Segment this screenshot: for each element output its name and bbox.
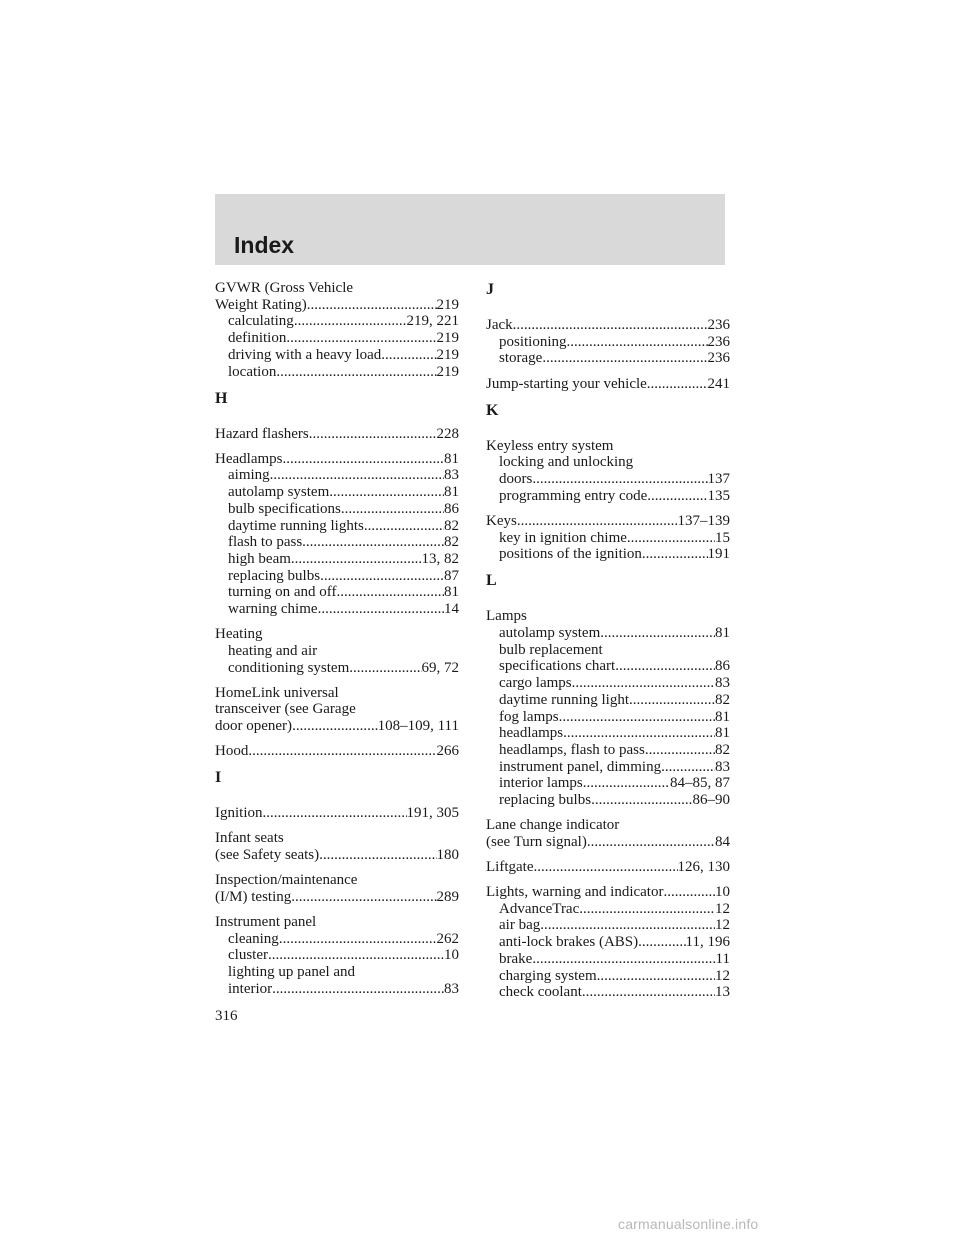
entry-text: bulb replacement: [499, 641, 603, 658]
index-subentry: [486, 625, 730, 642]
index-entry: [486, 438, 730, 505]
entry-text: (I/M) testing: [215, 888, 292, 905]
entry-text: lighting up panel and: [228, 964, 356, 981]
entry-text: Lane change indicator: [486, 817, 620, 834]
page-ref: 137–139: [677, 512, 730, 529]
index-subentry: [486, 658, 730, 675]
index-subentry: [486, 759, 730, 776]
entry-text: autolamp system: [499, 625, 601, 641]
entry-text: Weight Rating): [215, 296, 307, 313]
entry-text: check coolant: [499, 984, 582, 1001]
entry-text: high beam: [228, 550, 291, 567]
index-term: [215, 685, 459, 702]
entry-text: AdvanceTrac: [499, 900, 580, 917]
index-entry: [486, 859, 730, 876]
entry-text: headlamps: [499, 725, 564, 742]
entry-text: definition: [228, 330, 287, 347]
page-ref: 82: [444, 517, 459, 534]
index-subentry: [215, 364, 459, 381]
entry-text: fog lamps: [499, 708, 559, 725]
index-term: [486, 834, 730, 851]
index-term: [215, 451, 459, 468]
section-letter: H: [215, 389, 228, 407]
page-ref: 241: [707, 375, 730, 392]
index-subentry: [486, 692, 730, 709]
index-subentry: [215, 643, 459, 660]
dot-leader: [647, 376, 708, 393]
page-ref: 11, 196: [685, 934, 730, 951]
entry-text: turning on and off: [228, 584, 337, 601]
index-entry: [486, 317, 730, 367]
dot-leader: [532, 471, 707, 488]
dot-leader: [329, 484, 444, 501]
dot-leader: [319, 847, 436, 864]
entry-text: driving with a heavy load: [228, 346, 382, 363]
dot-leader: [642, 546, 708, 563]
page-ref: 83: [715, 675, 730, 692]
entry-text: Instrument panel: [215, 913, 317, 930]
dot-leader: [579, 901, 715, 918]
dot-leader: [629, 692, 715, 709]
page-ref: 81: [444, 484, 459, 501]
dot-leader: [318, 601, 444, 618]
dot-leader: [349, 660, 421, 677]
page-ref: 83: [444, 467, 459, 484]
entry-text: charging system: [499, 967, 597, 984]
entry-text: daytime running lights: [228, 517, 364, 534]
section-letter: K: [486, 401, 499, 419]
entry-text: door opener): [215, 718, 293, 735]
page-ref: 86: [444, 500, 459, 517]
dot-leader: [661, 759, 715, 776]
dot-leader: [663, 884, 715, 901]
index-term: [215, 426, 459, 443]
index-entry: [215, 451, 459, 618]
dot-leader: [583, 775, 670, 792]
entry-text: Ignition: [215, 805, 263, 822]
index-subentry: [215, 484, 459, 501]
page-ref: 191, 305: [406, 805, 459, 822]
page-ref: 87: [444, 567, 459, 584]
dot-leader: [279, 931, 437, 948]
entry-text: positions of the ignition: [499, 546, 642, 563]
index-subentry: [486, 642, 730, 659]
entry-text: Jump-starting your vehicle: [486, 375, 647, 392]
page-ref: 10: [715, 884, 730, 901]
index-term: [215, 280, 459, 297]
index-term: [215, 914, 459, 931]
dot-leader: [268, 947, 444, 964]
entry-text: transceiver (see Garage: [215, 701, 356, 718]
entry-text: warning chime: [228, 601, 318, 618]
entry-text: flash to pass: [228, 534, 303, 551]
page-ref: 228: [436, 425, 459, 442]
entry-text: interior lamps: [499, 775, 583, 792]
dot-leader: [341, 501, 444, 518]
entry-text: heating and air: [228, 642, 318, 659]
entry-text: HomeLink universal: [215, 684, 339, 701]
dot-leader: [294, 313, 407, 330]
index-subentry: [215, 501, 459, 518]
page-ref: 12: [715, 900, 730, 917]
index-entry: [215, 914, 459, 998]
entry-text: storage: [499, 350, 543, 367]
dot-leader: [645, 742, 715, 759]
index-term: [486, 859, 730, 876]
page-ref: 236: [707, 333, 730, 350]
dot-leader: [647, 488, 707, 505]
dot-leader: [336, 584, 444, 601]
dot-leader: [533, 859, 677, 876]
index-subentry: [486, 530, 730, 547]
index-entry: [215, 872, 459, 905]
index-subentry: [215, 330, 459, 347]
index-subentry: [215, 981, 459, 998]
entry-text: doors: [499, 471, 533, 487]
index-entry: [486, 817, 730, 850]
index-subentry: [215, 313, 459, 330]
dot-leader: [276, 364, 436, 381]
page-ref: 83: [444, 980, 459, 997]
dot-leader: [248, 743, 436, 760]
index-entry: [215, 626, 459, 676]
index-subentry: [486, 334, 730, 351]
index-term: [486, 608, 730, 625]
index-subentry: [215, 584, 459, 601]
entry-text: autolamp system: [228, 484, 330, 501]
index-subentry: [486, 471, 730, 488]
index-entry: [486, 376, 730, 393]
entry-text: Hood: [215, 743, 249, 760]
page-ref: 191: [707, 546, 730, 563]
dot-leader: [320, 568, 444, 585]
entry-text: programming entry code: [499, 487, 648, 504]
index-subentry: [486, 968, 730, 985]
dot-leader: [291, 551, 422, 568]
entry-text: cluster: [228, 947, 268, 964]
index-subentry: [215, 518, 459, 535]
index-term: [486, 817, 730, 834]
index-term: [486, 376, 730, 393]
entry-text: Headlamps: [215, 450, 283, 467]
entry-text: replacing bulbs: [228, 567, 321, 584]
dot-leader: [302, 534, 444, 551]
page-ref: 13, 82: [421, 550, 459, 567]
page-ref: 84: [715, 833, 730, 850]
entry-text: anti-lock brakes (ABS): [499, 934, 639, 951]
page-ref: 83: [715, 758, 730, 775]
entry-text: Lamps: [486, 608, 527, 625]
index-subentry: [486, 934, 730, 951]
index-subentry: [486, 792, 730, 809]
index-entry: [486, 608, 730, 808]
page-ref: 219: [436, 330, 459, 347]
dot-leader: [292, 718, 378, 735]
page-ref: 11: [715, 950, 730, 967]
entry-text: conditioning system: [228, 659, 350, 676]
index-term: [215, 847, 459, 864]
index-term: [215, 718, 459, 735]
index-term: [486, 438, 730, 455]
page-ref: 69, 72: [421, 659, 459, 676]
dot-leader: [286, 330, 436, 347]
index-subentry: [486, 454, 730, 471]
dot-leader: [597, 968, 715, 985]
index-subentry: [486, 775, 730, 792]
page-ref: 81: [715, 625, 730, 641]
entry-text: Liftgate: [486, 858, 534, 875]
entry-text: positioning: [499, 333, 567, 350]
index-subentry: [486, 951, 730, 968]
index-entry: [215, 830, 459, 863]
page-ref: 236: [707, 317, 730, 333]
dot-leader: [615, 658, 715, 675]
page-ref: 219, 221: [406, 313, 459, 330]
index-term: [215, 830, 459, 847]
index-entry: [215, 685, 459, 735]
entry-text: air bag: [499, 917, 541, 934]
page-ref: 289: [436, 888, 459, 905]
entry-text: Keys: [486, 512, 517, 529]
entry-text: brake: [499, 950, 533, 967]
index-term: [486, 513, 730, 530]
index-subentry: [486, 901, 730, 918]
page-ref: 219: [436, 296, 459, 313]
index-subentry: [215, 931, 459, 948]
index-term: [215, 872, 459, 889]
dot-leader: [559, 709, 715, 726]
dot-leader: [582, 984, 715, 1001]
page-number: 316: [215, 1008, 238, 1024]
index-subentry: [486, 742, 730, 759]
entry-text: specifications chart: [499, 658, 616, 675]
index-subentry: [215, 347, 459, 364]
index-subentry: [486, 984, 730, 1001]
page-ref: 126, 130: [677, 858, 730, 875]
dot-leader: [600, 625, 715, 642]
page-ref: 82: [715, 741, 730, 758]
dot-leader: [567, 334, 708, 351]
entry-text: Keyless entry system: [486, 437, 614, 454]
section-letter: L: [486, 572, 497, 590]
index-term: [215, 297, 459, 314]
index-column-right: [486, 280, 730, 1009]
index-entry: [215, 426, 459, 443]
page-ref: 12: [715, 917, 730, 934]
index-subentry: [215, 660, 459, 677]
section-letter: J: [486, 281, 494, 298]
dot-leader: [291, 889, 436, 906]
entry-text: cargo lamps: [499, 675, 572, 692]
dot-leader: [563, 725, 715, 742]
entry-text: Inspection/maintenance: [215, 872, 358, 889]
dot-leader: [307, 297, 437, 314]
index-subentry: [215, 534, 459, 551]
entry-text: Hazard flashers: [215, 425, 309, 442]
index-subentry: [486, 675, 730, 692]
index-term: [215, 743, 459, 760]
page-ref: 236: [707, 350, 730, 367]
index-subentry: [486, 917, 730, 934]
entry-text: cleaning: [228, 930, 279, 947]
entry-text: replacing bulbs: [499, 792, 592, 809]
index-subentry: [486, 709, 730, 726]
index-term: [215, 805, 459, 822]
index-term: [215, 889, 459, 906]
dot-leader: [542, 350, 707, 367]
dot-leader: [532, 951, 715, 968]
index-subentry: [215, 601, 459, 618]
entry-text: location: [228, 363, 277, 380]
entry-text: headlamps, flash to pass: [499, 741, 645, 758]
index-subentry: [486, 725, 730, 742]
entry-text: daytime running light: [499, 691, 629, 708]
page-ref: 262: [436, 930, 459, 947]
page-ref: 137: [707, 471, 730, 487]
entry-text: calculating: [228, 313, 294, 330]
page-ref: 10: [444, 947, 459, 964]
page-ref: 108–109, 111: [377, 718, 459, 735]
index-subentry: [486, 350, 730, 367]
page-ref: 82: [444, 534, 459, 551]
page-ref: 81: [444, 584, 459, 601]
entry-text: Jack: [486, 317, 513, 333]
entry-text: Heating: [215, 626, 263, 643]
dot-leader: [627, 530, 715, 547]
entry-text: interior: [228, 980, 273, 997]
index-column-left: [215, 280, 459, 1006]
page-ref: 135: [707, 487, 730, 504]
index-subentry: [215, 964, 459, 981]
page-ref: 14: [444, 601, 459, 618]
dot-leader: [272, 981, 444, 998]
entry-text: key in ignition chime: [499, 529, 627, 546]
entry-text: locking and unlocking: [499, 454, 634, 471]
dot-leader: [263, 805, 407, 822]
page-ref: 13: [715, 984, 730, 1001]
page-ref: 82: [715, 691, 730, 708]
dot-leader: [309, 426, 437, 443]
watermark: carmanualsonline.info: [618, 1216, 759, 1232]
index-entry: [215, 280, 459, 380]
index-term: [486, 884, 730, 901]
page-ref: 81: [715, 725, 730, 742]
dot-leader: [591, 792, 692, 809]
index-term: [215, 701, 459, 718]
entry-text: instrument panel, dimming: [499, 758, 662, 775]
page-ref: 219: [436, 363, 459, 380]
dot-leader: [381, 347, 436, 364]
index-entry: [215, 743, 459, 760]
page-ref: 15: [715, 529, 730, 546]
dot-leader: [513, 317, 708, 334]
page-ref: 219: [436, 346, 459, 363]
dot-leader: [282, 451, 444, 468]
entry-text: (see Safety seats): [215, 847, 320, 864]
index-entry: [486, 884, 730, 1001]
page-ref: 180: [436, 847, 459, 864]
page-ref: 86–90: [692, 792, 730, 809]
page-ref: 12: [715, 967, 730, 984]
dot-leader: [270, 467, 444, 484]
page-ref: 266: [436, 743, 459, 760]
index-term: [486, 317, 730, 334]
index-subentry: [215, 467, 459, 484]
dot-leader: [572, 675, 715, 692]
page-ref: 81: [715, 708, 730, 725]
entry-text: Infant seats: [215, 830, 284, 847]
dot-leader: [587, 834, 715, 851]
page-ref: 84–85, 87: [670, 775, 730, 792]
index-entry: [215, 805, 459, 822]
dot-leader: [517, 513, 678, 530]
entry-text: Lights, warning and indicator: [486, 884, 664, 901]
entry-text: GVWR (Gross Vehicle: [215, 280, 354, 296]
page-ref: 81: [444, 450, 459, 467]
index-subentry: [215, 568, 459, 585]
entry-text: bulb specifications: [228, 500, 341, 517]
index-subentry: [215, 947, 459, 964]
page-ref: 86: [715, 658, 730, 675]
index-term: [215, 626, 459, 643]
index-entry: [486, 513, 730, 563]
index-subentry: [215, 551, 459, 568]
section-letter: I: [215, 769, 222, 787]
dot-leader: [638, 934, 685, 951]
index-subentry: [486, 546, 730, 563]
page-title: Index: [234, 232, 295, 258]
dot-leader: [364, 518, 444, 535]
dot-leader: [540, 917, 715, 934]
entry-text: (see Turn signal): [486, 833, 587, 850]
entry-text: aiming: [228, 467, 270, 484]
index-subentry: [486, 488, 730, 505]
